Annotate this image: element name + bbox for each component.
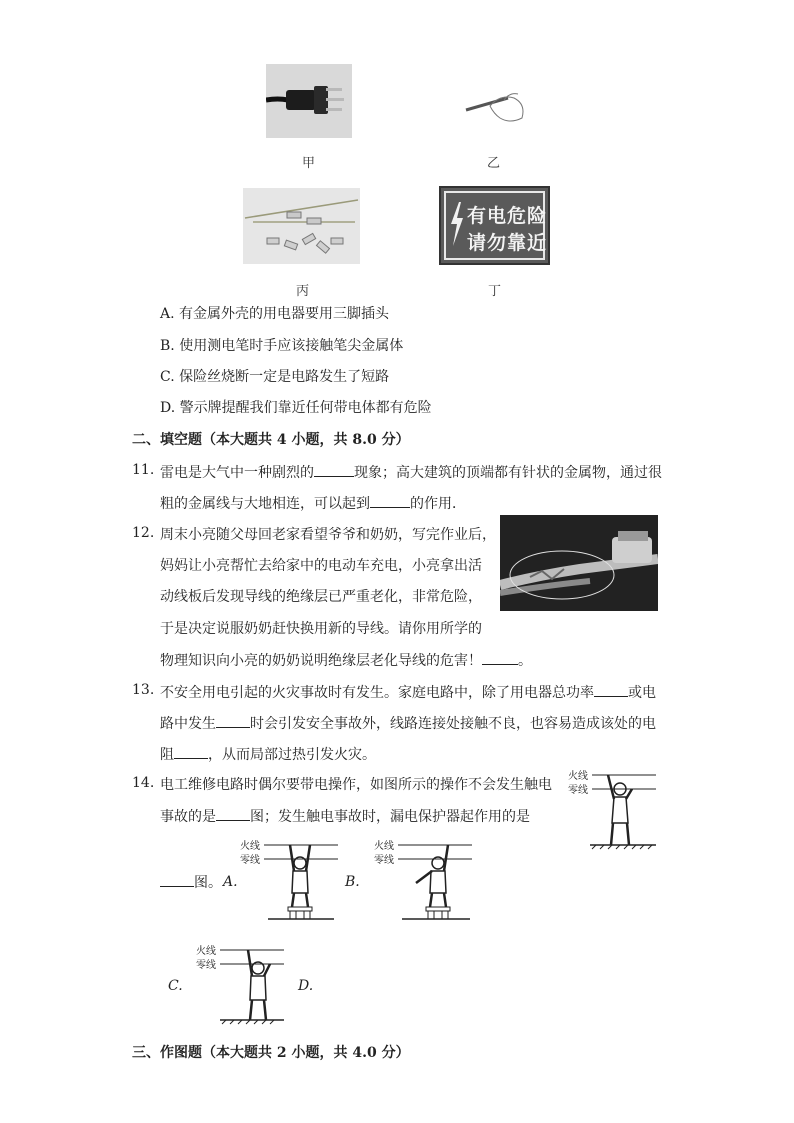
option-a: A. 有金属外壳的用电器要用三脚插头 [160, 306, 390, 322]
q11-number: 11. [132, 462, 155, 478]
q13-number: 13. [132, 682, 155, 698]
q12-line2: 妈妈让小亮帮忙去给家中的电动车充电，小亮拿出活 [160, 558, 482, 574]
q14-number: 14. [132, 775, 155, 791]
option-c: C. 保险丝烧断一定是电路发生了短路 [160, 369, 390, 385]
section-2-title: 二、填空题（本大题共 4 小题，共 8.0 分） [132, 432, 410, 448]
old-wire-photo [500, 515, 658, 611]
q13-line2: 路中发生 时会引发安全事故外，线路连接处接触不良，也容易造成该处的电 [160, 713, 656, 734]
caption-jia: 甲 [302, 156, 316, 171]
q11-line2: 粗的金属线与大地相连，可以起到 的作用． [160, 493, 466, 514]
q12-line1: 周末小亮随父母回老家看望爷爷和奶奶，写完作业后， [160, 527, 496, 543]
q12-blank[interactable] [482, 650, 518, 665]
label-a: A. [223, 874, 238, 890]
q13-blank-3[interactable] [174, 744, 208, 759]
sign-text-line1: 有电危险 [467, 205, 548, 227]
sign-text-line2: 请勿靠近 [467, 232, 548, 254]
q13-line3: 阻 ，从而局部过热引发火灾。 [160, 744, 376, 765]
test-pen-drawing [460, 84, 532, 130]
figure-c: 火线 零线 [194, 940, 286, 1026]
warning-sign [439, 186, 550, 265]
caption-yi: 乙 [487, 156, 501, 171]
q13-line1: 不安全用电引起的火灾事故时有发生。家庭电路中，除了用电器总功率 或电 [160, 682, 656, 703]
q14-blank-1[interactable] [216, 806, 250, 821]
option-d: D. 警示牌提醒我们靠近任何带电体都有危险 [160, 400, 432, 416]
lightning-icon [449, 202, 465, 246]
q11-blank-2[interactable] [370, 493, 410, 508]
q13-blank-2[interactable] [216, 713, 250, 728]
q14-line1: 电工维修电路时偶尔要带电操作，如图所示的操作不会发生触电 [160, 777, 552, 793]
q14-blank-2[interactable] [160, 872, 194, 887]
caption-ding: 丁 [488, 284, 502, 299]
option-b: B. 使用测电笔时手应该接触笔尖金属体 [160, 338, 404, 354]
caption-bing: 丙 [296, 284, 310, 299]
q14-line2: 事故的是 图；发生触电事故时，漏电保护器起作用的是 [160, 806, 530, 827]
q12-number: 12. [132, 525, 155, 541]
q14-line3: 图。 [160, 872, 222, 893]
q11-line1: 雷电是大气中一种剧烈的 现象；高大建筑的顶端都有针状的金属物，通过很 [160, 462, 662, 483]
figure-b: 火线 零线 [372, 835, 472, 923]
figure-example: 火线 零线 [566, 765, 658, 851]
label-b: B. [345, 874, 360, 890]
q11-blank-1[interactable] [314, 462, 354, 477]
figure-a: 火线 零线 [238, 835, 338, 923]
plug-photo [266, 64, 352, 138]
q12-line3: 动线板后发现导线的绝缘层已严重老化，非常危险， [160, 589, 482, 605]
q12-line4: 于是决定说服奶奶赶快换用新的导线。请你用所学的 [160, 621, 482, 637]
q12-line5: 物理知识向小亮的奶奶说明绝缘层老化导线的危害！ 。 [160, 650, 532, 671]
fuses-photo [243, 188, 360, 264]
section-3-title: 三、作图题（本大题共 2 小题，共 4.0 分） [132, 1045, 410, 1061]
label-c: C. [168, 978, 183, 994]
label-d: D. [298, 978, 314, 994]
q13-blank-1[interactable] [594, 682, 628, 697]
